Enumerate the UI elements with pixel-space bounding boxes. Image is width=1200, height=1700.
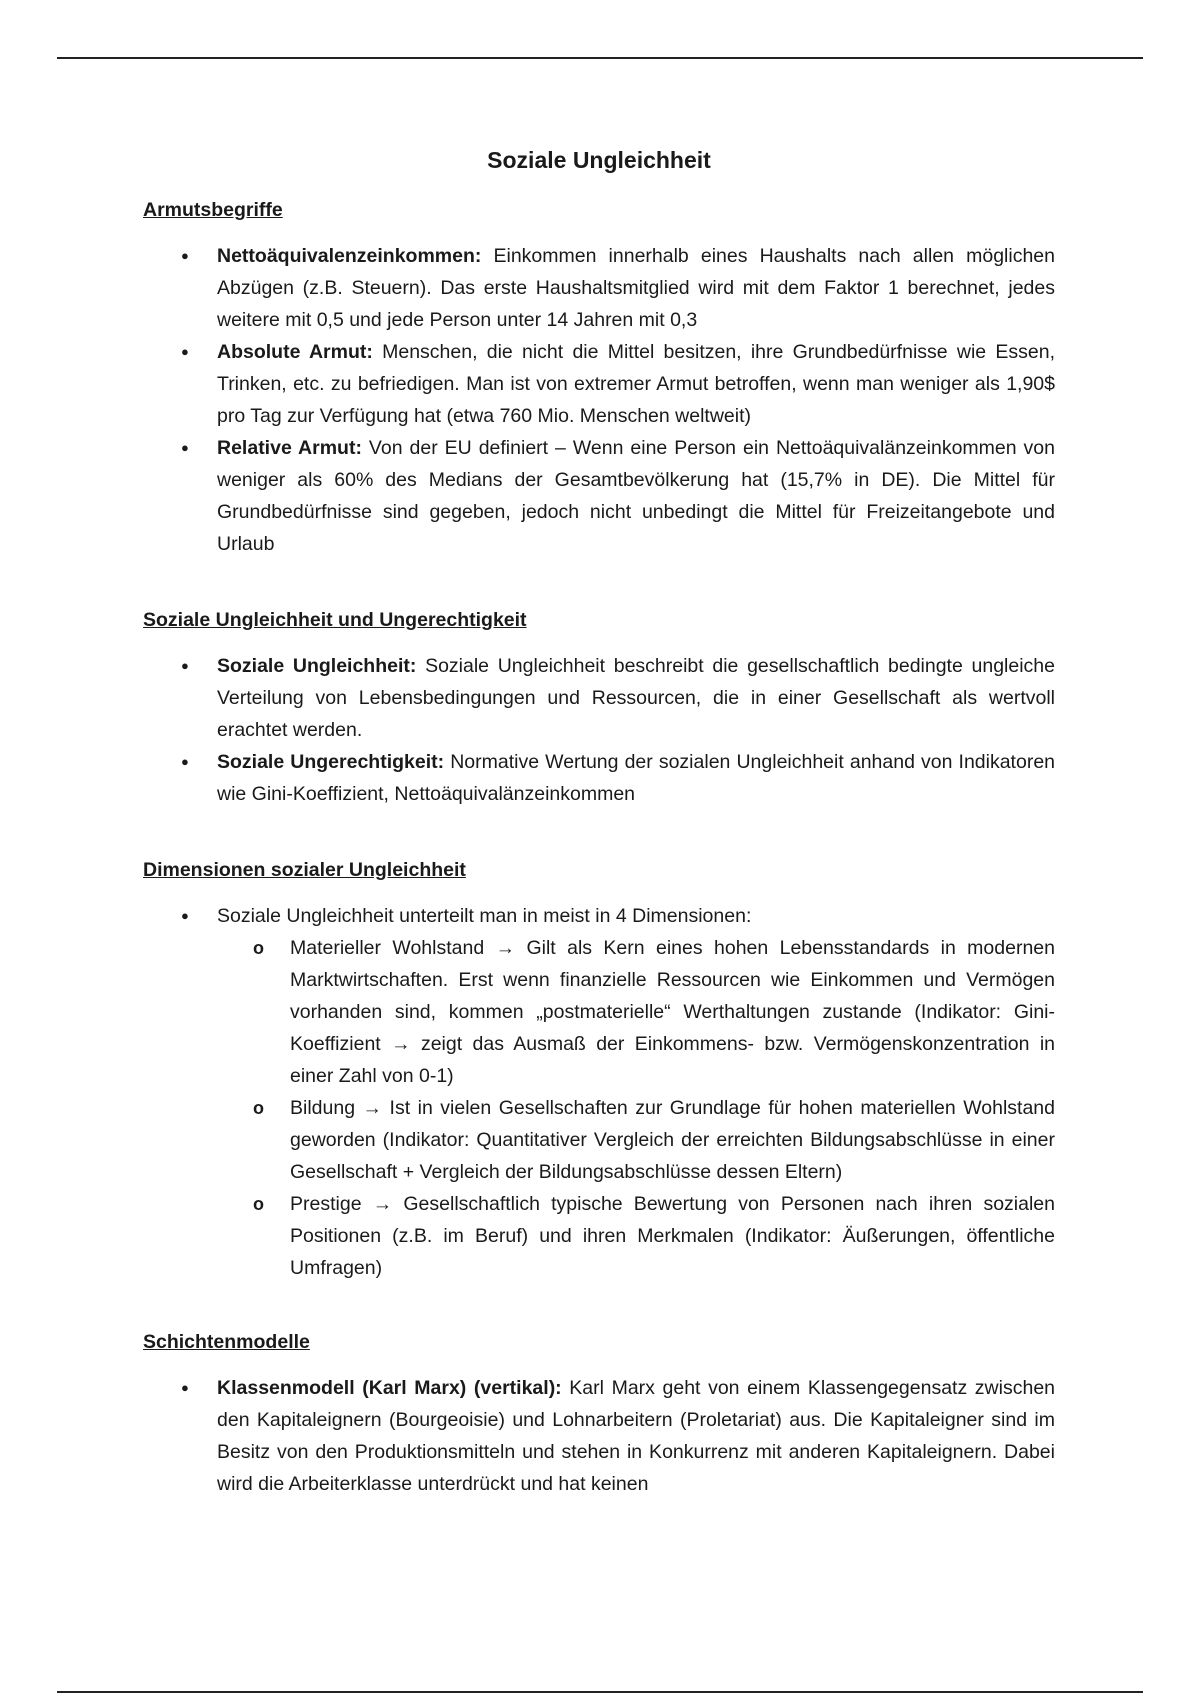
section-heading-armutsbegriffe: Armutsbegriffe <box>143 199 283 221</box>
dimensionen-intro: Soziale Ungleichheit unterteilt man in meist in 4 Dimensionen: <box>217 905 752 927</box>
section-heading-dimensionen: Dimensionen sozialer Ungleichheit <box>143 859 466 881</box>
term-label: Relative Armut: <box>217 437 362 459</box>
dimensionen-list <box>143 900 1055 1284</box>
list-item <box>143 900 1055 1284</box>
list-item <box>143 336 1055 432</box>
header-rule <box>57 57 1143 59</box>
list-item <box>143 650 1055 746</box>
document-title: Soziale Ungleichheit <box>487 147 711 173</box>
term-label: Absolute Armut: <box>217 341 373 363</box>
section-heading-schichtenmodelle: Schichtenmodelle <box>143 1331 310 1353</box>
term-text: Soziale Ungleichheit beschreibt die gesellschaftlich bedingte ungleiche Verteilung von Lebensbedingungen und Ressourcen, die in einer Gesellschaft als wertvoll erachtet werden. <box>217 655 1055 741</box>
term-text: Einkommen innerhalb eines Haushalts nach allen möglichen Abzügen (z.B. Steuern). Das erste Haushaltsmitglied wird mit dem Faktor 1 berechnet, jedes weitere mit 0,5 und jede Person unter 14 Jahren mit 0,3 <box>217 245 1055 331</box>
term-text: Menschen, die nicht die Mittel besitzen, ihre Grundbedürfnisse wie Essen, Trinken, etc. zu befriedigen. Man ist von extremer Armut betroffen, wenn man weniger als 1,90$ pro Tag zur Verfügung hat (etwa 760 Mio. Menschen weltweit) <box>217 341 1055 427</box>
armutsbegriffe-list <box>143 240 1055 560</box>
footer-rule <box>57 1691 1143 1693</box>
list-item <box>143 432 1055 560</box>
term-text: Karl Marx geht von einem Klassengegensatz zwischen den Kapitaleignern (Bourgeoisie) und Lohnarbeitern (Proletariat) aus. Die Kapitaleigner sind im Besitz von den Produktionsmitteln und stehen in Konkurrenz mit anderen Kapitaleignern. Dabei wird die Arbeiterklasse unterdrückt und hat keinen <box>217 1377 1056 1495</box>
term-label: Klassenmodell (Karl Marx) (vertikal): <box>217 1377 562 1399</box>
term-text: Von der EU definiert – Wenn eine Person ein Nettoäquivalänzeinkommen von weniger als 60% des Medians der Gesamtbevölkerung hat (15,7% in DE). Die Mittel für Grundbedürfnisse sind gegeben, jedoch nicht unbedingt die Mittel für Freizeitangebote und Urlaub <box>217 437 1055 555</box>
term-text: Normative Wertung der sozialen Ungleichheit anhand von Indikatoren wie Gini-Koeffizient, Nettoäquivalänzeinkommen <box>217 751 1056 805</box>
schichtenmodelle-list <box>143 1372 1055 1500</box>
list-item <box>143 1372 1055 1500</box>
term-label: Soziale Ungerechtigkeit: <box>217 751 445 773</box>
sublist-item: o Prestige → Gesellschaftlich typische Bewertung von Personen nach ihren sozialen Positionen (z.B. im Beruf) und ihren Merkmalen (Indikator: Äußerungen, öffentliche Umfragen) <box>217 1188 1055 1284</box>
sublist-item: o Materieller Wohlstand → Gilt als Kern eines hohen Lebensstandards in modernen Marktwirtschaften. Erst wenn finanzielle Ressourcen wie Einkommen und Vermögen vorhanden sind, kommen „postmaterielle“ Werthaltungen zustande (Indikator: Gini-Koeffizient → zeigt das Ausmaß der Einkommens- bzw. Vermögenskonzentration in einer Zahl von 0-1) <box>217 932 1055 1092</box>
term-label: Nettoäquivalenzeinkommen: <box>217 245 482 267</box>
dimensionen-sublist <box>217 932 1055 1284</box>
list-item <box>143 746 1055 810</box>
list-item <box>143 240 1055 336</box>
document-body <box>143 140 1055 1500</box>
section-heading-ungleichheit-ungerechtigkeit: Soziale Ungleichheit und Ungerechtigkeit <box>143 609 527 631</box>
ungleichheit-list <box>143 650 1055 810</box>
term-label: Soziale Ungleichheit: <box>217 655 417 677</box>
sublist-item: o Bildung → Ist in vielen Gesellschaften zur Grundlage für hohen materiellen Wohlstand geworden (Indikator: Quantitativer Vergleich der erreichten Bildungsabschlüsse in einer Gesellschaft + Vergleich der Bildungsabschlüsse dessen Eltern) <box>217 1092 1055 1188</box>
